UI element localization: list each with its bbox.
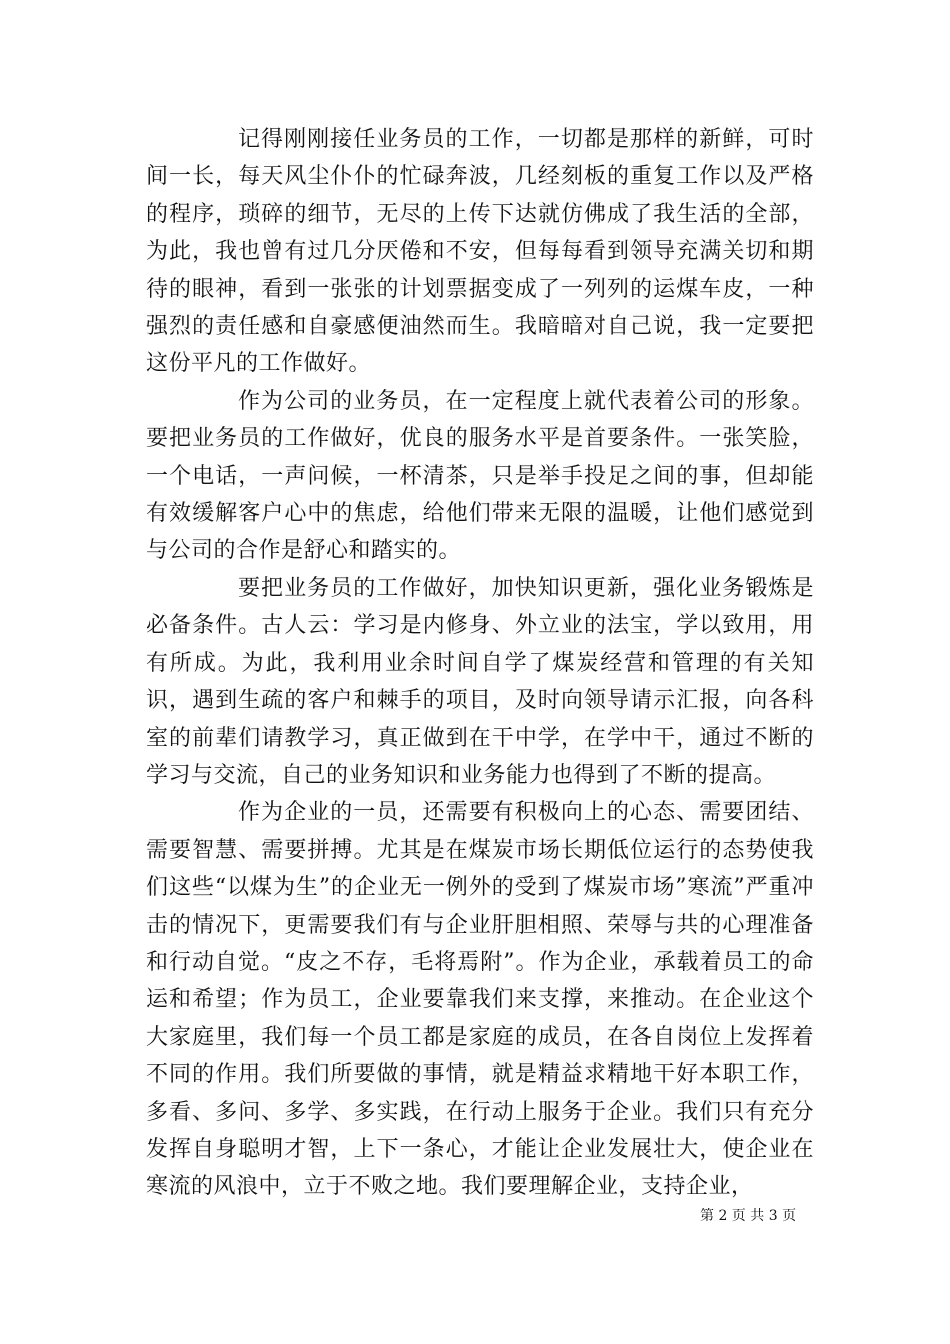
paragraph-1: 记得刚刚接任业务员的工作，一切都是那样的新鲜，可时间一长，每天风尘仆仆的忙碌奔波，几经刻板的重复工作以及严格的程序，琐碎的细节，无尽的上传下达就仿佛成了我生活的全部，为此，我也曾有过几分厌倦和不安，但每每看到领导充满关切和期待的眼神，看到一张张的计划票据变成了一列列的运煤车皮，一种强烈的责任感和自豪感便油然而生。我暗暗对自己说，我一定要把这份平凡的工作做好。 [146, 127, 814, 377]
document-body [146, 121, 814, 1206]
paragraph-3: 要把业务员的工作做好，加快知识更新，强化业务锻炼是必备条件。古人云：学习是内修身、外立业的法宝，学以致用，用有所成。为此，我利用业余时间自学了煤炭经营和管理的有关知识，遇到生疏的客户和棘手的项目，及时向领导请示汇报，向各科室的前辈们请教学习，真正做到在干中学，在学中干，通过不断的学习与交流，自己的业务知识和业务能力也得到了不断的提高。 [146, 575, 814, 788]
paragraph-2: 作为公司的业务员，在一定程度上就代表着公司的形象。要把业务员的工作做好，优良的服务水平是首要条件。一张笑脸，一个电话，一声问候，一杯清茶，只是举手投足之间的事，但却能有效缓解客户心中的焦虑，给他们带来无限的温暖，让他们感觉到与公司的合作是舒心和踏实的。 [146, 388, 814, 564]
paragraph-4: 作为企业的一员，还需要有积极向上的心态、需要团结、需要智慧、需要拼搏。尤其是在煤炭市场长期低位运行的态势使我们这些“以煤为生”的企业无一例外的受到了煤炭市场”寒流”严重冲击的情况下，更需要我们有与企业肝胆相照、荣辱与共的心理准备和行动自觉。“皮之不存，毛将焉附”。作为企业，承载着员工的命运和希望；作为员工，企业要靠我们来支撑，来推动。在企业这个大家庭里，我们每一个员工都是家庭的成员，在各自岗位上发挥着不同的作用。我们所要做的事情，就是精益求精地干好本职工作，多看、多问、多学、多实践，在行动上服务于企业。我们只有充分发挥自身聪明才智，上下一条心，才能让企业发展壮大，使企业在寒流的风浪中，立于不败之地。我们要理解企业，支持企业， [146, 800, 814, 1200]
page-number-footer: 第 2 页 共 3 页 [700, 1208, 797, 1224]
